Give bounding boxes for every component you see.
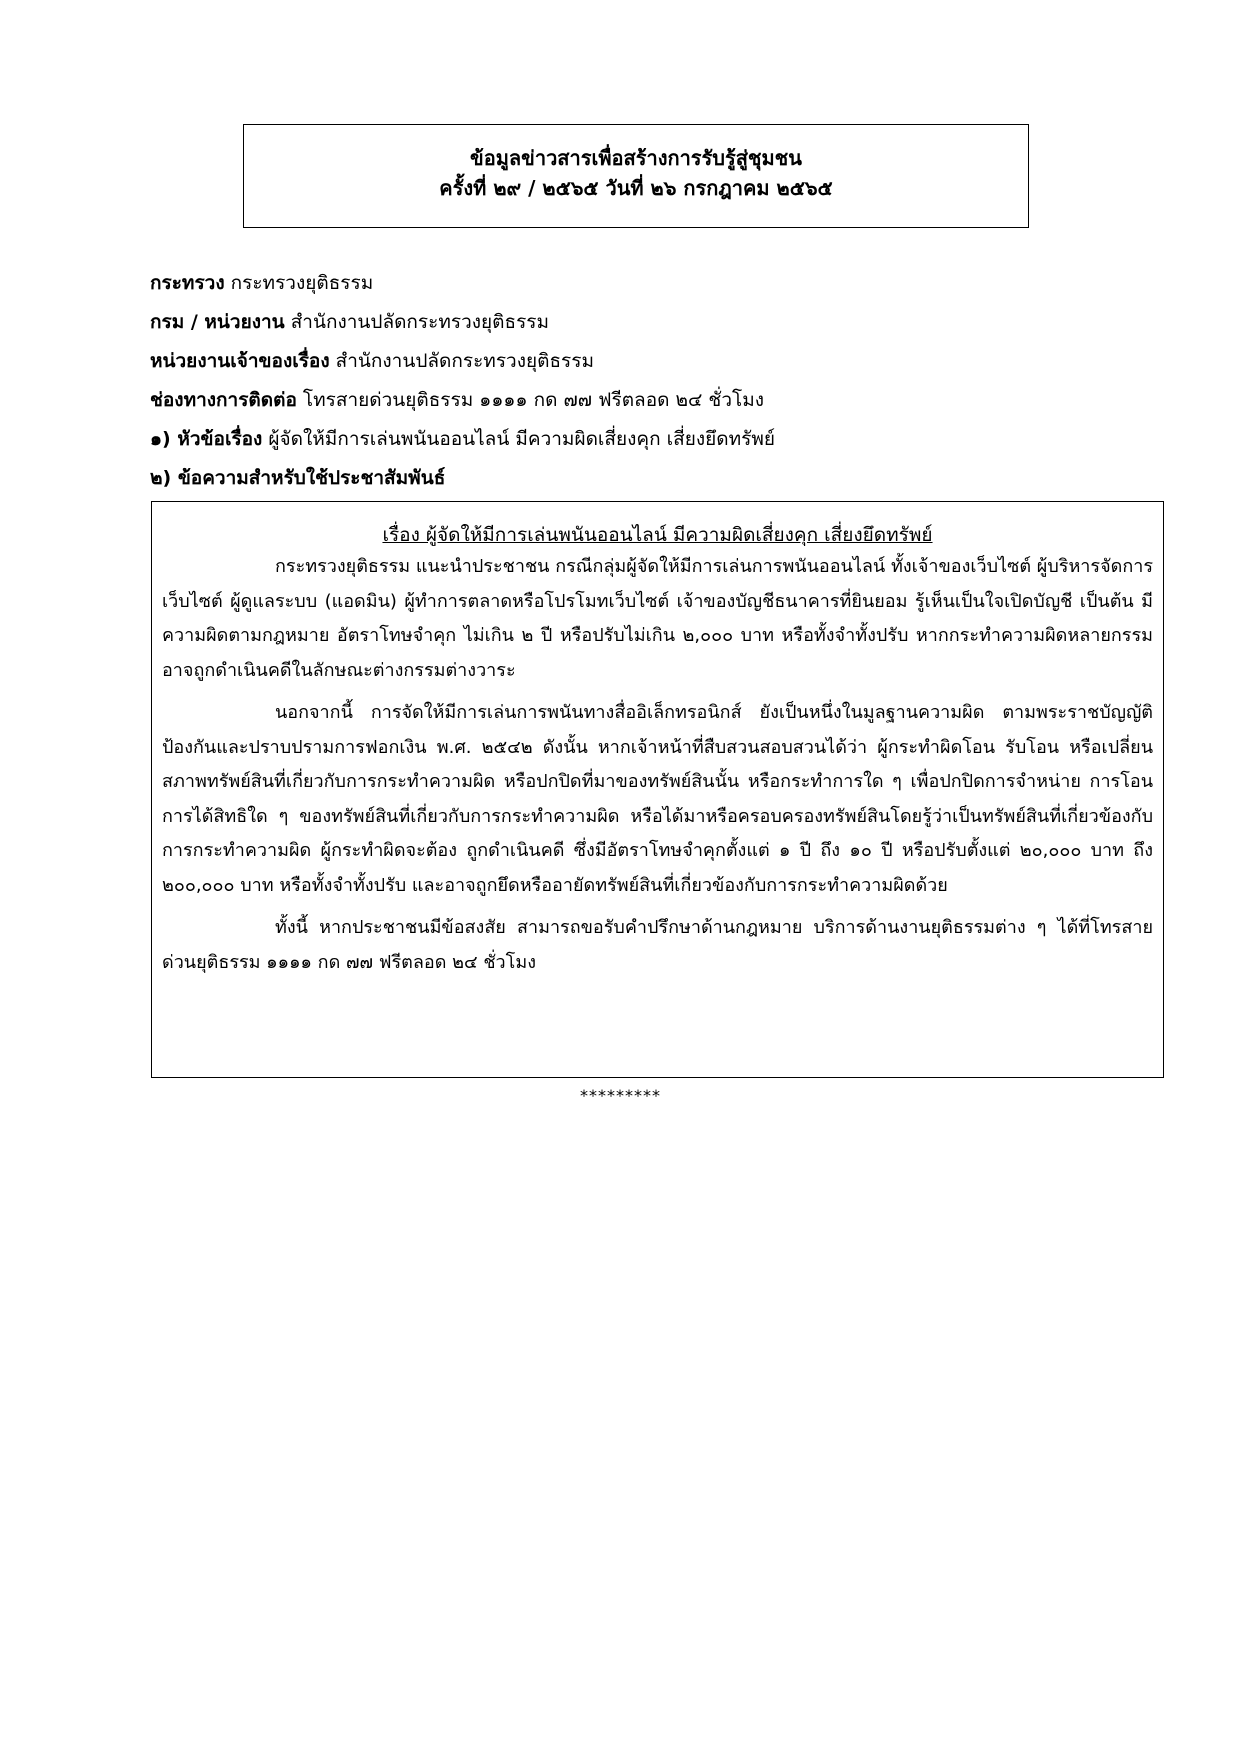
contact-value: โทรสายด่วนยุติธรรม ๑๑๑๑ กด ๗๗ ฟรีตลอด ๒๔ ชั่วโมง: [296, 389, 765, 411]
pr-paragraph-3: ทั้งนี้ หากประชาชนมีข้อสงสัย สามารถขอรับคำปรึกษาด้านกฎหมาย บริการด้านงานยุติธรรมต่าง ๆ ได้ที่โทรสายด่วนยุติธรรม ๑๑๑๑ กด ๗๗ ฟรีตลอด ๒๔ ชั่วโมง: [162, 917, 1153, 973]
topic-label: ๑) หัวข้อเรื่อง: [150, 428, 263, 450]
contact-label: ช่องทางการติดต่อ: [150, 389, 297, 411]
owner-value: สำนักงานปลัดกระทรวงยุติธรรม: [329, 350, 594, 372]
ministry-row: [150, 264, 1110, 303]
owner-row: [150, 342, 1110, 381]
header-box: [243, 124, 1029, 228]
pr-paragraph-1: กระทรวงยุติธรรม แนะนำประชาชน กรณีกลุ่มผู้จัดให้มีการเล่นการพนันออนไลน์ ทั้งเจ้าของเว็บไซต์ ผู้บริหารจัดการเว็บไซต์ ผู้ดูแลระบบ (แอดมิน) ผู้ทำการตลาดหรือโปรโมทเว็บไซต์ เจ้าของบัญชีธนาคารที่ยินยอม รู้เห็นเป็นใจเปิดบัญชี เป็นต้น มีความผิดตามกฎหมาย อัตราโทษจำคุก ไม่เกิน ๒ ปี หรือปรับไม่เกิน ๒,๐๐๐ บาท หรือทั้งจำทั้งปรับ หากกระทำความผิดหลายกรรม อาจถูกดำเนินคดีในลักษณะต่างกรรมต่างวาระ: [162, 556, 1153, 681]
department-row: [150, 303, 1110, 342]
pr-heading: ๒) ข้อความสำหรับใช้ประชาสัมพันธ์: [150, 467, 446, 489]
info-section: [150, 264, 1110, 498]
department-label: กรม / หน่วยงาน: [150, 311, 285, 333]
pr-paragraph-2: นอกจากนี้ การจัดให้มีการเล่นการพนันทางสื่ออิเล็กทรอนิกส์ ยังเป็นหนึ่งในมูลฐานความผิด ตามพระราชบัญญัติป้องกันและปราบปรามการฟอกเงิน พ.ศ. ๒๕๔๒ ดังนั้น หากเจ้าหน้าที่สืบสวนสอบสวนได้ว่า ผู้กระทำผิดโอน รับโอน หรือเปลี่ยนสภาพทรัพย์สินที่เกี่ยวกับการกระทำความผิด หรือปกปิดที่มาของทรัพย์สินนั้น หรือกระทำการใด ๆ เพื่อปกปิดการจำหน่าย การโอน การได้สิทธิใด ๆ ของทรัพย์สินที่เกี่ยวกับการกระทำความผิด หรือได้มาหรือครอบครองทรัพย์สินโดยรู้ว่าเป็นทรัพย์สินที่เกี่ยวข้องกับการกระทำความผิด ผู้กระทำผิดจะต้อง ถูกดำเนินคดี ซึ่งมีอัตราโทษจำคุกตั้งแต่ ๑ ปี ถึง ๑๐ ปี หรือปรับตั้งแต่ ๒๐,๐๐๐ บาท ถึง ๒๐๐,๐๐๐ บาท หรือทั้งจำทั้งปรับ และอาจถูกยึดหรืออายัดทรัพย์สินที่เกี่ยวข้องกับการกระทำความผิดด้วย: [162, 702, 1153, 896]
ministry-value: กระทรวงยุติธรรม: [224, 272, 374, 294]
pr-heading-row: [150, 459, 1110, 498]
header-title: ข้อมูลข่าวสารเพื่อสร้างการรับรู้สู่ชุมชน: [470, 146, 802, 170]
department-value: สำนักงานปลัดกระทรวงยุติธรรม: [284, 311, 550, 333]
header-issue-date: ครั้งที่ ๒๙ / ๒๕๖๕ วันที่ ๒๖ กรกฎาคม ๒๕๖๕: [439, 176, 833, 200]
ministry-label: กระทรวง: [150, 272, 225, 294]
pr-title: เรื่อง ผู้จัดให้มีการเล่นพนันออนไลน์ มีความผิดเสี่ยงคุก เสี่ยงยึดทรัพย์: [382, 524, 933, 546]
contact-row: [150, 381, 1110, 420]
end-marker: *********: [580, 1086, 661, 1105]
pr-message-box: [151, 501, 1164, 1078]
topic-row: [150, 420, 1110, 459]
topic-value: ผู้จัดให้มีการเล่นพนันออนไลน์ มีความผิดเสี่ยงคุก เสี่ยงยึดทรัพย์: [262, 428, 776, 450]
owner-label: หน่วยงานเจ้าของเรื่อง: [150, 350, 330, 372]
